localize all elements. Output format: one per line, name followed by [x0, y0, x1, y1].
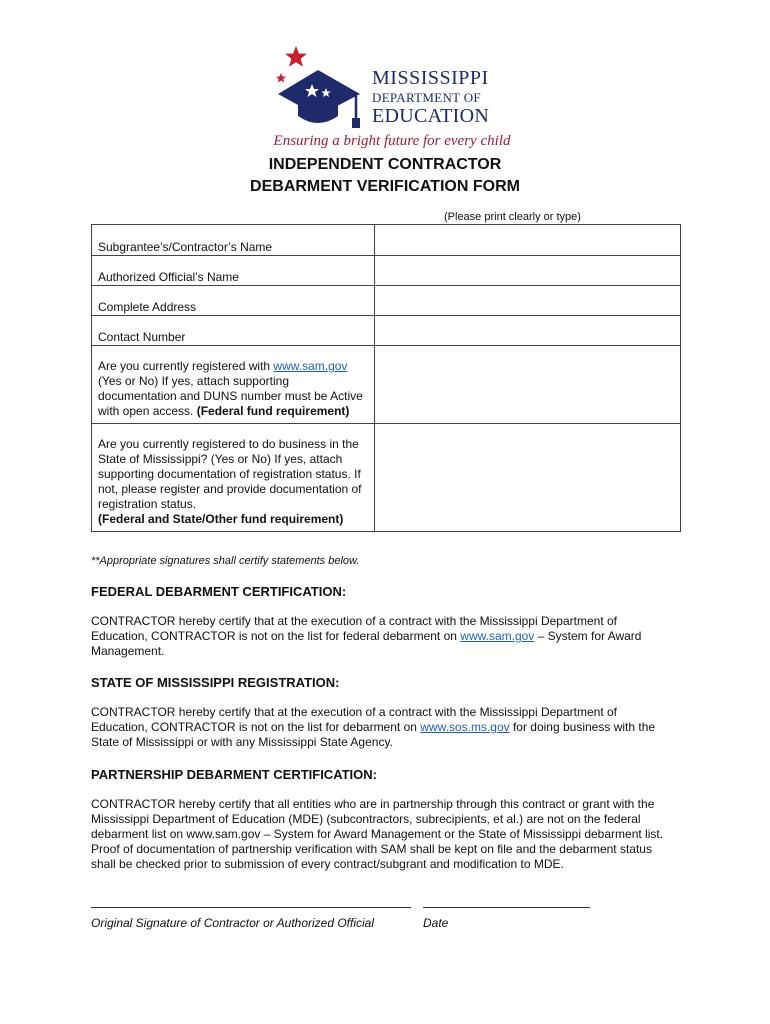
org-name-line-3: EDUCATION — [372, 105, 490, 127]
federal-paragraph — [91, 614, 671, 659]
signature-label: Original Signature of Contractor or Authorized Official — [91, 916, 375, 930]
contact-number-label: Contact Number — [92, 316, 375, 346]
org-name-line-2: DEPARTMENT OF — [372, 90, 481, 105]
org-name-line-1: MISSISSIPPI — [372, 67, 489, 89]
official-name-field[interactable] — [375, 256, 681, 286]
date-label: Date — [423, 916, 449, 930]
contact-number-field[interactable] — [375, 316, 681, 346]
partnership-heading: PARTNERSHIP DEBARMENT CERTIFICATION: — [91, 767, 377, 782]
star-icon — [285, 46, 307, 67]
sam-registration-field[interactable] — [375, 346, 681, 424]
address-label: Complete Address — [92, 286, 375, 316]
table-row — [92, 256, 681, 286]
partnership-paragraph: CONTRACTOR hereby certify that all entities who are in partnership through this contract or grant with the Mississippi Department of Education (MDE) (subcontractors, subrecipients, et al.) are not on the federal debarment list on www.sam.gov – System for Award Management or the State of Mississippi debarment list. Proof of documentation of partnership verification with SAM shall be kept on file and the debarment status shall be checked prior to submission of every contract/subgrant and modification to MDE. — [91, 797, 664, 871]
table-row — [92, 316, 681, 346]
federal-sam-link[interactable]: www.sam.gov — [460, 629, 535, 643]
date-line[interactable] — [423, 907, 590, 909]
mde-logo — [272, 44, 512, 152]
form-title-line-2: DEBARMENT VERIFICATION FORM — [250, 178, 520, 195]
signature-line[interactable] — [91, 907, 411, 909]
state-requirement-note: (Federal and State/Other fund requirement) — [98, 512, 344, 526]
sam-question-text: Are you currently registered with — [98, 359, 274, 373]
table-row — [92, 346, 681, 424]
contractor-name-label: Subgrantee’s/Contractor’s Name — [92, 225, 375, 256]
print-instruction: (Please print clearly or type) — [444, 211, 581, 223]
table-row — [92, 424, 681, 532]
sam-registration-question — [92, 346, 375, 424]
org-name — [372, 68, 489, 126]
signature-note: **Appropriate signatures shall certify statements below. — [91, 555, 360, 567]
contractor-name-field[interactable] — [375, 225, 681, 256]
address-field[interactable] — [375, 286, 681, 316]
sam-gov-link[interactable]: www.sam.gov — [273, 359, 348, 373]
federal-text: CONTRACTOR hereby certify that at the execution of a contract with the Mississippi Department of Education, CONTRACTOR is not on the list for federal debarment on — [91, 614, 617, 643]
sam-question-text-2: (Yes or No) If yes, attach supporting documentation and DUNS number must be Active with open access. — [98, 374, 363, 418]
graduation-cap-icon — [272, 44, 372, 134]
state-paragraph — [91, 705, 671, 750]
ms-question-text: Are you currently registered to do business in the State of Mississippi? (Yes or No) If yes, attach supporting documentation of registration status. If not, please register and provide documentation of registration status. — [98, 437, 362, 511]
ms-registration-field[interactable] — [375, 424, 681, 532]
state-heading: STATE OF MISSISSIPPI REGISTRATION: — [91, 675, 340, 690]
federal-heading: FEDERAL DEBARMENT CERTIFICATION: — [91, 584, 347, 599]
form-title-line-1: INDEPENDENT CONTRACTOR — [268, 156, 502, 173]
official-name-label: Authorized Official’s Name — [92, 256, 375, 286]
sos-ms-link[interactable]: www.sos.ms.gov — [420, 720, 510, 734]
table-row — [92, 225, 681, 256]
ms-registration-question — [92, 424, 375, 532]
table-row — [92, 286, 681, 316]
logo-tagline: Ensuring a bright future for every child — [273, 133, 511, 149]
federal-requirement-note: (Federal fund requirement) — [196, 404, 350, 418]
federal-text-2: – System for Award Management. — [91, 629, 642, 658]
state-text: CONTRACTOR hereby certify that at the execution of a contract with the Mississippi Department of Education, CONTRACTOR is not on the list for debarment on — [91, 705, 617, 734]
contractor-info-table — [91, 224, 681, 532]
state-text-2: for doing business with the State of Mississippi or with any Mississippi State Agency. — [91, 720, 656, 749]
